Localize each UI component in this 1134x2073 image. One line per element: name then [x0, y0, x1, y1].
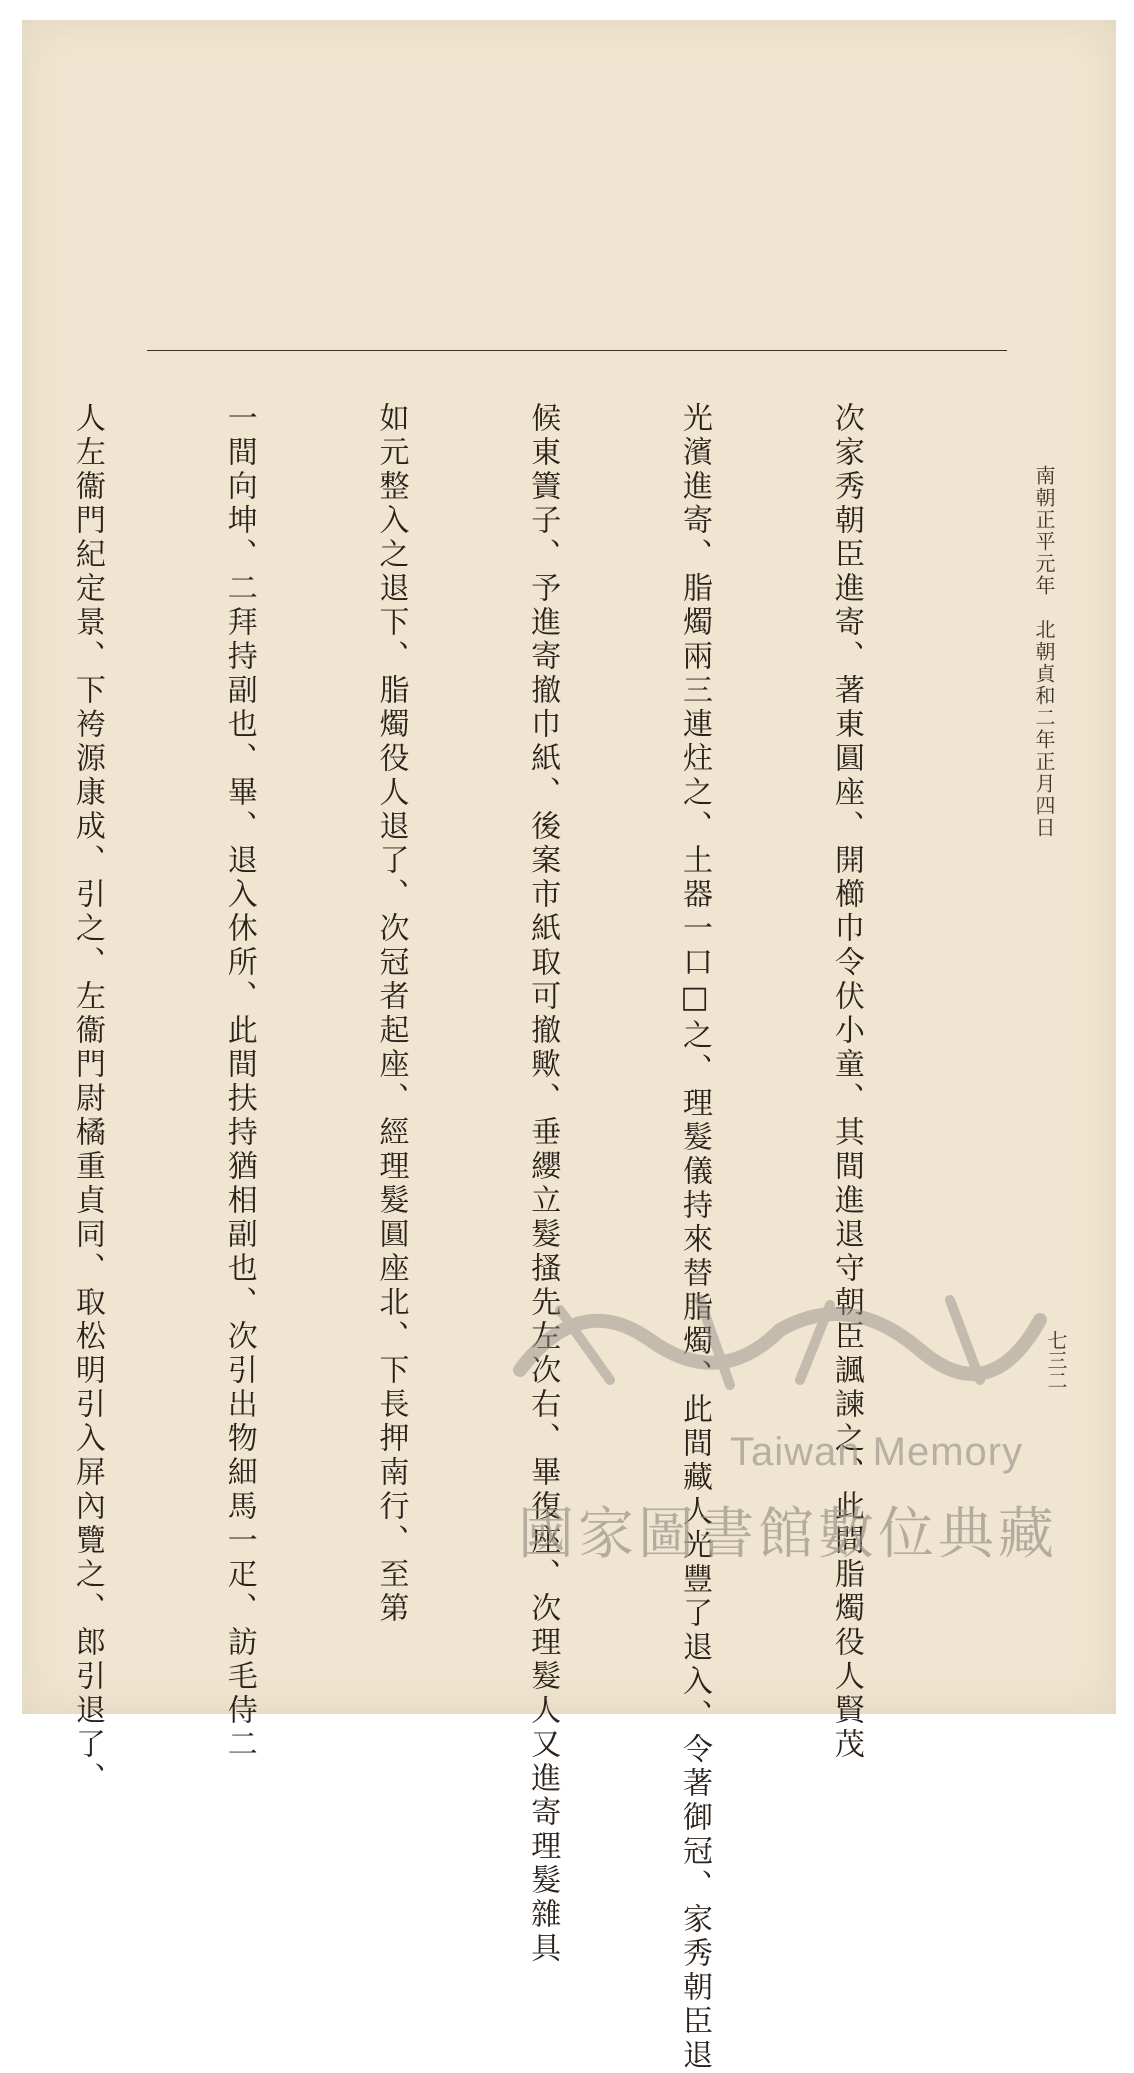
- text-line: 次家秀朝臣進寄、著東圓座、開櫛巾令伏小童、其間進退守朝臣諷諫之、此間脂燭役人賢茂: [828, 402, 864, 1762]
- text-line: 如元整入之退下、脂燭役人退了、次冠者起座、經理髮圓座北、下長押南行、至第: [373, 402, 409, 1626]
- text-line: 一間向坤、二拜持副也、畢、退入休所、此間扶持猶相副也、次引出物細馬一疋、訪毛侍二: [221, 402, 257, 1762]
- running-title: 南朝正平元年 北朝貞和二年正月四日: [1032, 465, 1056, 839]
- text-line: 人左衞門紀定景、下袴源康成、引之、左衞門尉橘重貞同、取松明引入屏內覽之、郎引退了、: [69, 402, 105, 1796]
- page-number: 七三二: [1044, 1330, 1068, 1390]
- text-line: 光濱進寄、脂燭兩三連炷之、土器一口□之、理髮儀持來替脂燭、此間藏人光豐了退入、令著御冠、家秀朝臣退: [677, 402, 713, 2073]
- watermark-logo-icon: [500, 1270, 1060, 1400]
- watermark-text: 國家圖書館數位典藏: [518, 1502, 1058, 1567]
- header-rule: [147, 350, 1007, 351]
- text-line: 候東簀子、予進寄撤巾紙、後案市紙取可撤歟、垂纓立髮搔先左次右、畢復座、次理髮人又進寄理髮雜具: [525, 402, 561, 1966]
- watermark-latin: Taiwan Memory: [730, 1430, 1024, 1474]
